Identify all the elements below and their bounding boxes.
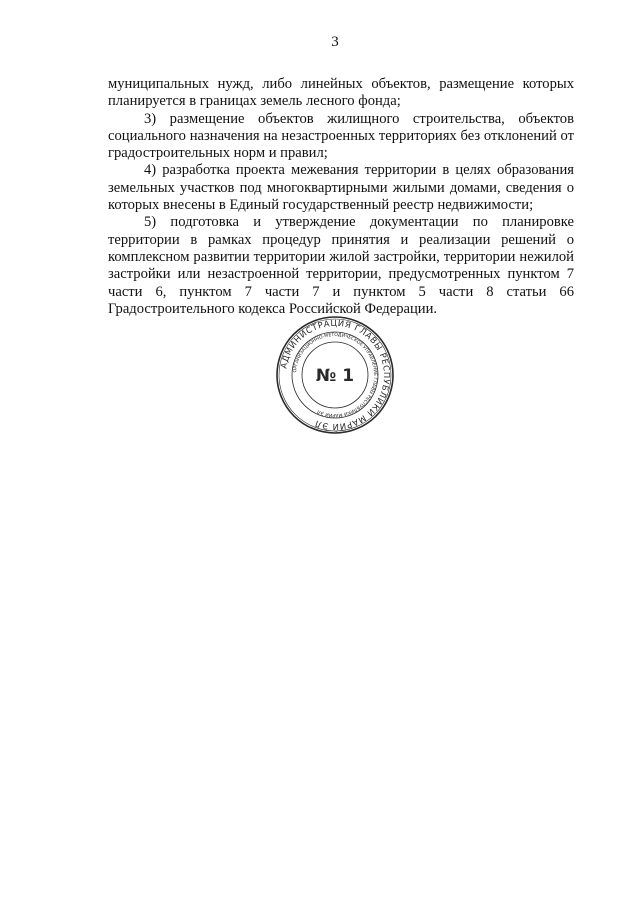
- page-number: 3: [331, 34, 339, 50]
- document-body: [108, 76, 574, 318]
- seal-graphic: [275, 315, 395, 435]
- paragraph-item-3: 3) размещение объектов жилищного строительства, объектов социального назначения на незастроенных территориях без отклонений от градостроительных норм и правил;: [108, 110, 574, 162]
- paragraph-item-5: 5) подготовка и утверждение документации по планировке территории в рамках процедур принятия и реализации решений о комплексном развитии территории жилой застройки, территории нежилой застройки или незастроенной территории, предусмотренных пунктом 7 части 6, пунктом 7 части 7 и пунктом 5 части 8 статьи 66 Градостроительного кодекса Российской Федерации.: [108, 214, 574, 317]
- seal-outer-text: АДМИНИСТРАЦИЯ ГЛАВЫ РЕСПУБЛИКИ МАРИЙ ЭЛ: [278, 317, 393, 433]
- seal-inner-text: ОРГАНИЗАЦИОННО-МЕТОДИЧЕСКОЕ УПРАВЛЕНИЕ ГЛАВЫ РЕСПУБЛИКИ МАРИЙ ЭЛ: [293, 332, 378, 418]
- paragraph-continuation: муниципальных нужд, либо линейных объектов, размещение которых планируется в границах земель лесного фонда;: [108, 76, 574, 110]
- paragraph-item-4: 4) разработка проекта межевания территории в целях образования земельных участков под многоквартирными жилыми домами, сведения о которых внесены в Единый государственный реестр недвижимости;: [108, 162, 574, 214]
- seal-center-number: № 1: [315, 366, 355, 386]
- official-seal-stamp: [275, 315, 395, 435]
